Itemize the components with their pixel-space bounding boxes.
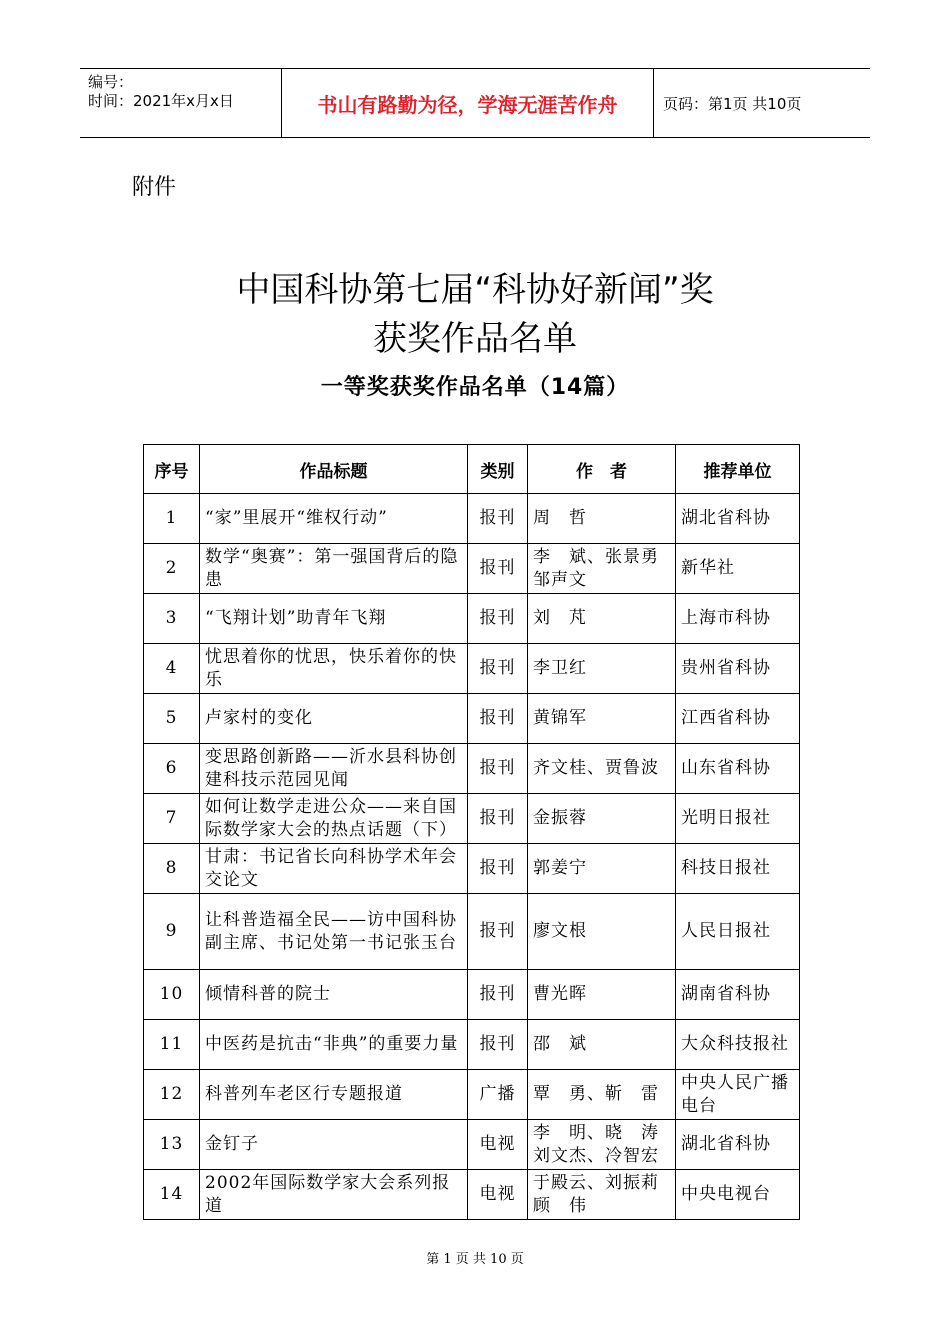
page-footer: 第 1 页 共 10 页: [426, 1252, 524, 1267]
cell-category: 报刊: [468, 1020, 528, 1070]
table-row: [144, 594, 800, 644]
table-header-row: [144, 445, 800, 494]
table-row: [144, 844, 800, 894]
cell-title: 金钉子: [200, 1120, 468, 1170]
cell-unit: 大众科技报社: [676, 1020, 800, 1070]
cell-author: 李 明、晓 涛 刘文杰、冷智宏: [528, 1120, 676, 1170]
cell-author: 覃 勇、靳 雷: [528, 1070, 676, 1120]
cell-title: 倾情科普的院士: [200, 970, 468, 1020]
cell-unit: 湖北省科协: [676, 1120, 800, 1170]
header-divider: [653, 69, 654, 137]
cell-title: 中医药是抗击“非典”的重要力量: [200, 1020, 468, 1070]
header-motto: 书山有路勤为径，学海无涯苦作舟: [317, 92, 618, 117]
cell-category: 报刊: [468, 644, 528, 694]
table-row: [144, 1120, 800, 1170]
table-row: [144, 544, 800, 594]
cell-title: 忧思着你的忧思，快乐着你的快乐: [200, 644, 468, 694]
time-label: 时间：2021年x月x日: [88, 92, 234, 110]
cell-author: 邵 斌: [528, 1020, 676, 1070]
cell-title: 如何让数学走进公众——来自国际数学家大会的热点话题（下）: [200, 794, 468, 844]
cell-category: 广播: [468, 1070, 528, 1120]
cell-author: 于殿云、刘振莉 顾 伟: [528, 1170, 676, 1220]
page-title: 中国科协第七届“科协好新闻”奖: [236, 270, 714, 310]
cell-author: 黄锦军: [528, 694, 676, 744]
table-row: [144, 1020, 800, 1070]
cell-number: 1: [144, 494, 200, 544]
table-row: [144, 1170, 800, 1220]
cell-author: 李 斌、张景勇 邹声文: [528, 544, 676, 594]
cell-title: 让科普造福全民——访中国科协副主席、书记处第一书记张玉台: [200, 894, 468, 970]
cell-category: 报刊: [468, 844, 528, 894]
cell-category: 报刊: [468, 894, 528, 970]
cell-number: 2: [144, 544, 200, 594]
cell-category: 报刊: [468, 744, 528, 794]
cell-unit: 上海市科协: [676, 594, 800, 644]
cell-author: 周 哲: [528, 494, 676, 544]
cell-category: 电视: [468, 1170, 528, 1220]
header-title: 作品标题: [200, 445, 468, 494]
cell-number: 12: [144, 1070, 200, 1120]
cell-number: 8: [144, 844, 200, 894]
cell-number: 9: [144, 894, 200, 970]
cell-category: 报刊: [468, 970, 528, 1020]
cell-title: “飞翔计划”助青年飞翔: [200, 594, 468, 644]
cell-unit: 中央电视台: [676, 1170, 800, 1220]
cell-author: 刘 芃: [528, 594, 676, 644]
page-title-line2: 获奖作品名单: [373, 319, 577, 359]
page-header: [80, 68, 870, 138]
table-body: [144, 494, 800, 1220]
cell-title: 2002年国际数学家大会系列报道: [200, 1170, 468, 1220]
table-row: [144, 494, 800, 544]
cell-author: 金振蓉: [528, 794, 676, 844]
cell-author: 郭姜宁: [528, 844, 676, 894]
cell-unit: 湖北省科协: [676, 494, 800, 544]
header-number: 序号: [144, 445, 200, 494]
cell-number: 10: [144, 970, 200, 1020]
section-subtitle: 一等奖获奖作品名单（14篇）: [320, 375, 630, 400]
cell-unit: 光明日报社: [676, 794, 800, 844]
table-row: [144, 694, 800, 744]
awards-table: [143, 444, 800, 1220]
cell-title: 卢家村的变化: [200, 694, 468, 744]
table-row: [144, 1070, 800, 1120]
cell-author: 廖文根: [528, 894, 676, 970]
table-row: [144, 744, 800, 794]
cell-number: 3: [144, 594, 200, 644]
cell-category: 报刊: [468, 694, 528, 744]
cell-number: 6: [144, 744, 200, 794]
cell-author: 齐文桂、贾鲁波: [528, 744, 676, 794]
header-meta: [88, 73, 234, 111]
table-row: [144, 794, 800, 844]
cell-number: 13: [144, 1120, 200, 1170]
cell-number: 7: [144, 794, 200, 844]
cell-category: 报刊: [468, 544, 528, 594]
cell-author: 李卫红: [528, 644, 676, 694]
cell-category: 报刊: [468, 494, 528, 544]
header-unit: 推荐单位: [676, 445, 800, 494]
table-row: [144, 894, 800, 970]
cell-category: 报刊: [468, 794, 528, 844]
header-author: 作 者: [528, 445, 676, 494]
cell-unit: 科技日报社: [676, 844, 800, 894]
cell-title: 变思路创新路——沂水县科协创建科技示范园见闻: [200, 744, 468, 794]
cell-unit: 湖南省科协: [676, 970, 800, 1020]
cell-unit: 江西省科协: [676, 694, 800, 744]
cell-category: 报刊: [468, 594, 528, 644]
attachment-label: 附件: [132, 175, 177, 200]
cell-title: “家”里展开“维权行动”: [200, 494, 468, 544]
cell-unit: 贵州省科协: [676, 644, 800, 694]
table-row: [144, 970, 800, 1020]
table-row: [144, 644, 800, 694]
cell-category: 电视: [468, 1120, 528, 1170]
cell-unit: 人民日报社: [676, 894, 800, 970]
cell-unit: 山东省科协: [676, 744, 800, 794]
cell-unit: 新华社: [676, 544, 800, 594]
cell-title: 甘肃：书记省长向科协学术年会交论文: [200, 844, 468, 894]
header-category: 类别: [468, 445, 528, 494]
number-label: 编号：: [88, 73, 134, 91]
header-page-info: 页码：第1页 共10页: [663, 94, 802, 113]
cell-unit: 中央人民广播电台: [676, 1070, 800, 1120]
cell-number: 4: [144, 644, 200, 694]
cell-number: 11: [144, 1020, 200, 1070]
cell-title: 数学“奥赛”：第一强国背后的隐患: [200, 544, 468, 594]
cell-number: 5: [144, 694, 200, 744]
cell-number: 14: [144, 1170, 200, 1220]
cell-author: 曹光晖: [528, 970, 676, 1020]
cell-title: 科普列车老区行专题报道: [200, 1070, 468, 1120]
